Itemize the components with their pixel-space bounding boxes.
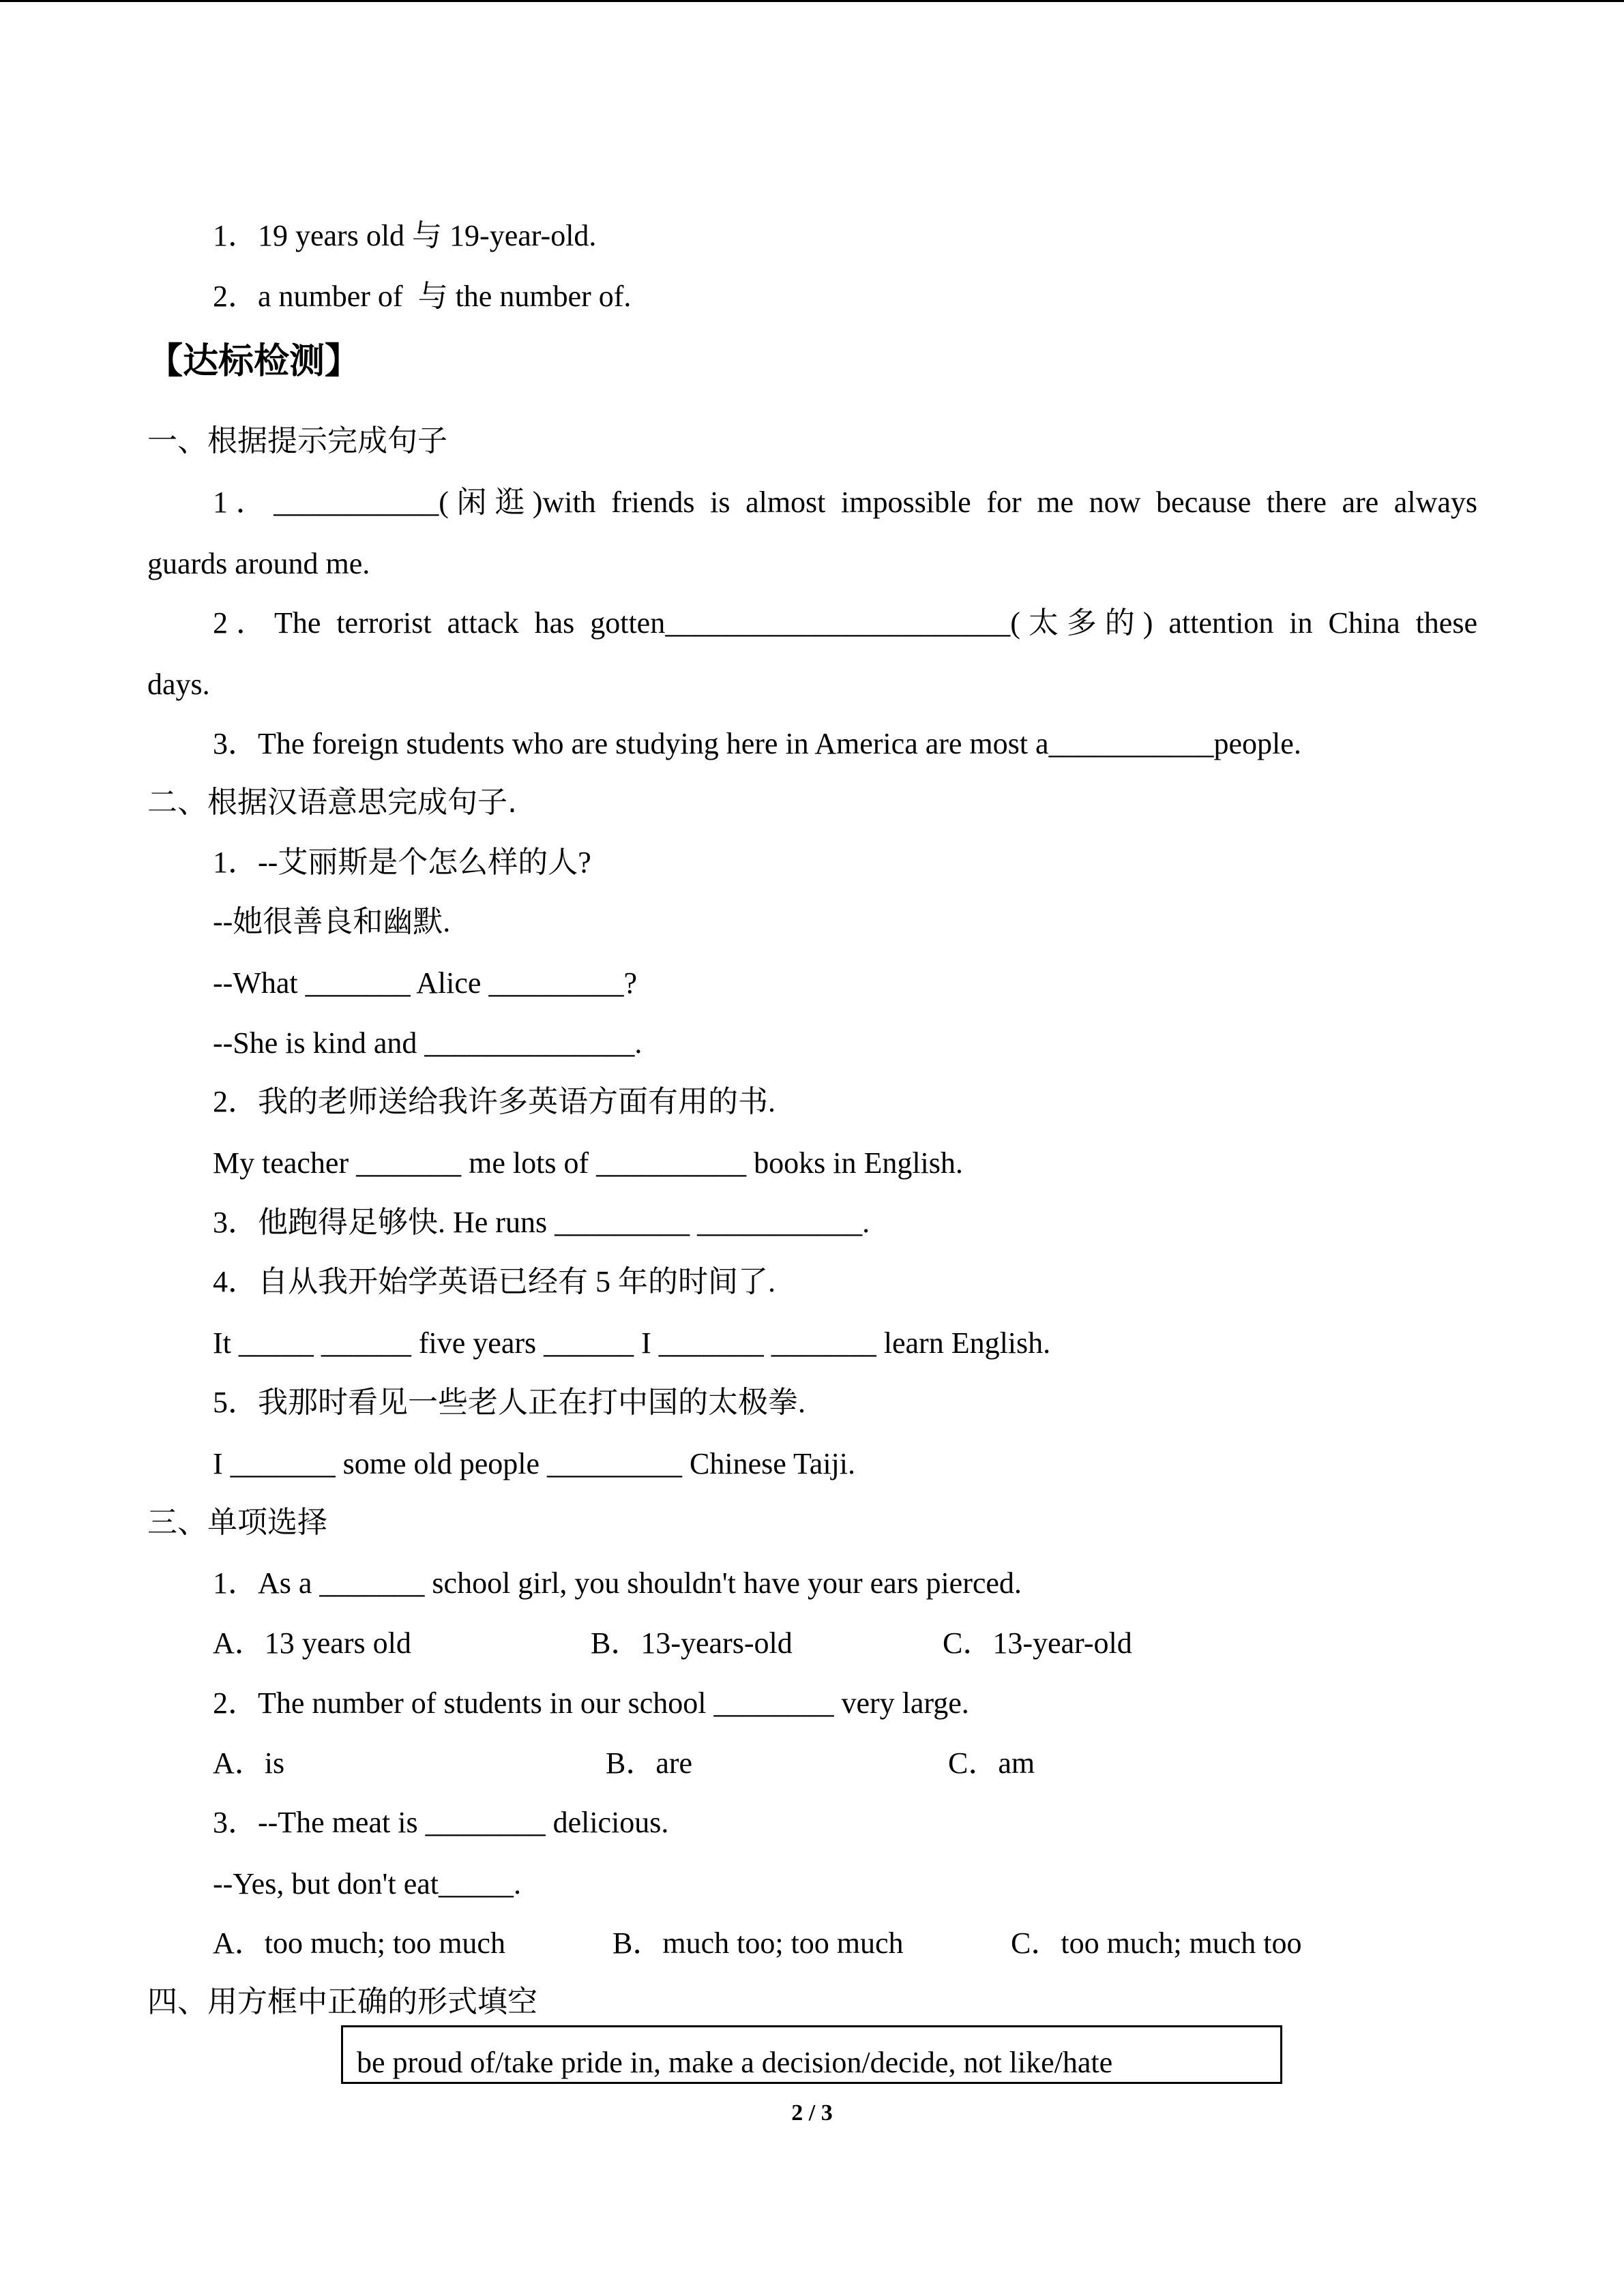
page-number: 2 / 3 <box>791 2100 833 2126</box>
section-heading: 【达标检测】 <box>147 341 361 382</box>
section-4-title: 四、用方框中正确的形式填空 <box>147 1984 537 2019</box>
sec3-question-1: 1．As a _______ school girl, you shouldn't have your ears pierced. <box>213 1566 1022 1600</box>
sec2-question-5: 5．我那时看见一些老人正在打中国的太极拳. <box>213 1386 806 1419</box>
section-3-title: 三、单项选择 <box>147 1505 327 1540</box>
sec2-question-5-en: I _______ some old people _________ Chinese Taiji. <box>213 1447 856 1480</box>
sec3-q3-option-c: C．too much; much too <box>1011 1926 1302 1960</box>
sec1-question-3: 3．The foreign students who are studying here in America are most a___________people. <box>213 727 1301 760</box>
sec3-question-2: 2．The number of students in our school ________ very large. <box>213 1686 969 1720</box>
sec3-q2-option-c: C．am <box>948 1746 1035 1780</box>
sec3-q2-option-b: B．are <box>606 1746 693 1780</box>
sec3-q2-option-a: A．is <box>213 1746 285 1780</box>
section-2-title: 二、根据汉语意思完成句子. <box>147 785 517 820</box>
word-box-text: be proud of/take pride in, make a decision/decide, not like/hate <box>357 2046 1113 2079</box>
sec1-question-2-cont: days. <box>147 668 210 701</box>
word-box <box>341 2025 1282 2084</box>
sec3-question-3: 3．--The meat is ________ delicious. <box>213 1806 669 1839</box>
sec3-q1-option-c: C．13-year-old <box>943 1626 1132 1660</box>
sec2-question-1: 1．--艾丽斯是个怎么样的人? <box>213 846 591 879</box>
sec2-question-1-en-a: --She is kind and ______________. <box>213 1026 643 1060</box>
sec1-question-2: 2．The terrorist attack has gotten_______________________(太多的) attention in China these <box>213 606 1477 640</box>
sec2-question-4: 4．自从我开始学英语已经有 5 年的时间了. <box>213 1265 776 1298</box>
sec1-question-1-cont: guards around me. <box>147 547 370 580</box>
sec3-q1-option-b: B．13-years-old <box>591 1626 793 1660</box>
sec3-question-3-reply: --Yes, but don't eat_____. <box>213 1867 521 1900</box>
section-1-title: 一、根据提示完成句子 <box>147 423 447 458</box>
sec2-question-1-answer: --她很善良和幽默. <box>213 905 451 938</box>
sec2-question-2: 2．我的老师送给我许多英语方面有用的书. <box>213 1085 776 1118</box>
sec2-question-2-en: My teacher _______ me lots of __________ books in English. <box>213 1146 963 1180</box>
top-border-line <box>0 0 1624 2</box>
sec1-question-1: 1．___________(闲逛)with friends is almost impossible for me now because there are always <box>213 486 1477 519</box>
sec2-question-4-en: It _____ ______ five years ______ I _______ _______ learn English. <box>213 1326 1051 1360</box>
note-line-1: 1．19 years old 与 19-year-old. <box>213 219 597 252</box>
sec2-question-3: 3．他跑得足够快. He runs _________ ___________. <box>213 1206 870 1239</box>
sec3-q3-option-b: B．much too; too much <box>612 1926 904 1960</box>
note-line-2: 2．a number of 与 the number of. <box>213 280 632 313</box>
sec3-q3-option-a: A．too much; too much <box>213 1926 505 1960</box>
sec2-question-1-en-q: --What _______ Alice _________? <box>213 966 637 1000</box>
sec3-q1-option-a: A．13 years old <box>213 1626 411 1660</box>
